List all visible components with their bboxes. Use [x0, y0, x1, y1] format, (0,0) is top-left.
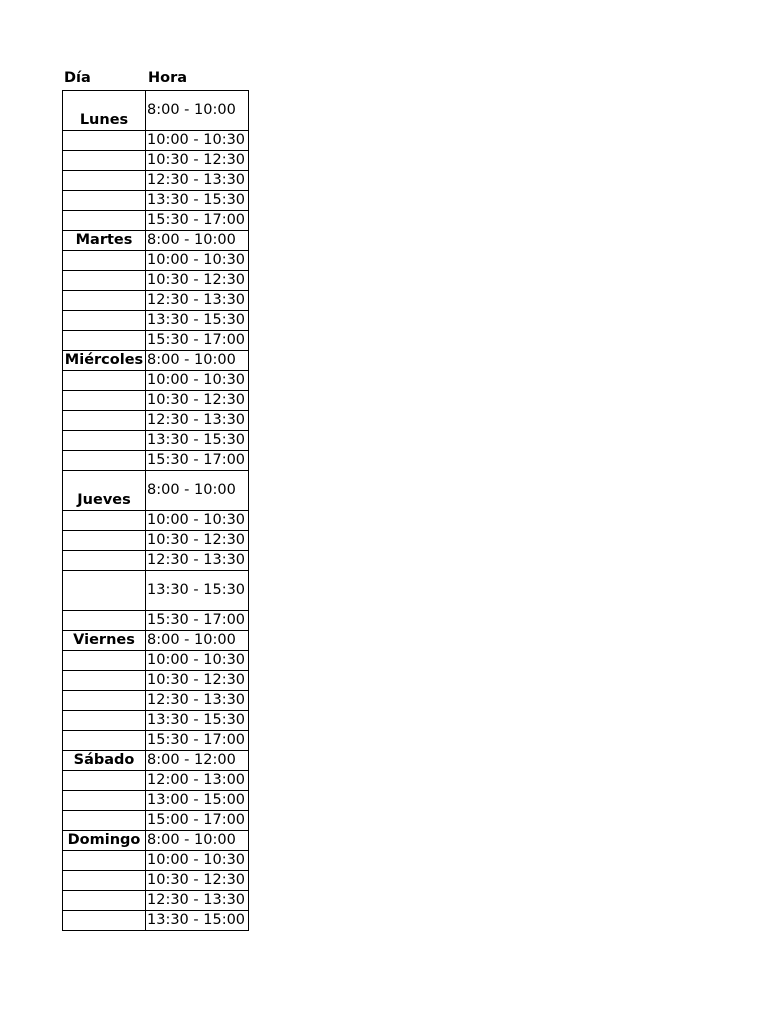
- day-cell: Domingo: [63, 831, 146, 851]
- hour-cell: 13:30 - 15:30: [146, 711, 249, 731]
- table-row: [63, 871, 249, 891]
- table-row: [63, 331, 249, 351]
- table-row: [63, 671, 249, 691]
- empty-day-cell: [63, 211, 146, 231]
- schedule-sheet: [62, 69, 262, 943]
- table-row: [63, 391, 249, 411]
- table-row: [63, 271, 249, 291]
- hour-cell: 13:30 - 15:30: [146, 431, 249, 451]
- hour-cell: 15:30 - 17:00: [146, 611, 249, 631]
- hour-cell: 10:30 - 12:30: [146, 391, 249, 411]
- table-row: [63, 171, 249, 191]
- table-row: [63, 891, 249, 911]
- table-row: [63, 151, 249, 171]
- hour-cell: 15:30 - 17:00: [146, 331, 249, 351]
- empty-day-cell: [63, 331, 146, 351]
- empty-day-cell: [63, 291, 146, 311]
- day-cell: Lunes: [63, 91, 146, 131]
- empty-day-cell: [63, 511, 146, 531]
- table-row: [63, 291, 249, 311]
- table-row: [63, 351, 249, 371]
- empty-day-cell: [63, 871, 146, 891]
- table-row: [63, 231, 249, 251]
- day-cell: Martes: [63, 231, 146, 251]
- empty-day-cell: [63, 151, 146, 171]
- empty-day-cell: [63, 891, 146, 911]
- empty-day-cell: [63, 531, 146, 551]
- schedule-table: [62, 90, 249, 931]
- table-row: [63, 191, 249, 211]
- header-row: [62, 69, 262, 90]
- empty-day-cell: [63, 571, 146, 611]
- table-row: [63, 771, 249, 791]
- hour-cell: 12:30 - 13:30: [146, 411, 249, 431]
- empty-day-cell: [63, 191, 146, 211]
- empty-day-cell: [63, 131, 146, 151]
- empty-day-cell: [63, 431, 146, 451]
- empty-day-cell: [63, 271, 146, 291]
- schedule-body: [63, 91, 249, 931]
- hour-cell: 8:00 - 10:00: [146, 231, 249, 251]
- table-row: [63, 451, 249, 471]
- table-row: [63, 831, 249, 851]
- hour-cell: 8:00 - 10:00: [146, 631, 249, 651]
- empty-day-cell: [63, 771, 146, 791]
- empty-day-cell: [63, 811, 146, 831]
- table-row: [63, 131, 249, 151]
- empty-day-cell: [63, 551, 146, 571]
- hour-cell: 12:30 - 13:30: [146, 551, 249, 571]
- table-row: [63, 371, 249, 391]
- hour-cell: 12:30 - 13:30: [146, 291, 249, 311]
- empty-day-cell: [63, 691, 146, 711]
- hour-cell: 15:30 - 17:00: [146, 451, 249, 471]
- hour-cell: 10:30 - 12:30: [146, 871, 249, 891]
- hour-cell: 10:30 - 12:30: [146, 151, 249, 171]
- empty-day-cell: [63, 731, 146, 751]
- empty-day-cell: [63, 171, 146, 191]
- table-row: [63, 91, 249, 131]
- empty-day-cell: [63, 711, 146, 731]
- empty-day-cell: [63, 851, 146, 871]
- table-row: [63, 611, 249, 631]
- header-day: Día: [64, 70, 91, 86]
- empty-day-cell: [63, 911, 146, 931]
- hour-cell: 12:30 - 13:30: [146, 171, 249, 191]
- hour-cell: 8:00 - 10:00: [146, 831, 249, 851]
- table-row: [63, 731, 249, 751]
- table-row: [63, 911, 249, 931]
- hour-cell: 8:00 - 12:00: [146, 751, 249, 771]
- header-hour: Hora: [148, 70, 188, 86]
- hour-cell: 10:00 - 10:30: [146, 371, 249, 391]
- table-row: [63, 811, 249, 831]
- table-row: [63, 251, 249, 271]
- empty-day-cell: [63, 311, 146, 331]
- hour-cell: 13:30 - 15:00: [146, 911, 249, 931]
- hour-cell: 12:00 - 13:00: [146, 771, 249, 791]
- table-row: [63, 651, 249, 671]
- empty-day-cell: [63, 391, 146, 411]
- hour-cell: 13:30 - 15:30: [146, 311, 249, 331]
- hour-cell: 15:30 - 17:00: [146, 731, 249, 751]
- table-row: [63, 471, 249, 511]
- hour-cell: 10:30 - 12:30: [146, 671, 249, 691]
- table-row: [63, 431, 249, 451]
- hour-cell: 10:00 - 10:30: [146, 851, 249, 871]
- empty-day-cell: [63, 251, 146, 271]
- table-row: [63, 571, 249, 611]
- empty-day-cell: [63, 611, 146, 631]
- day-cell: Miércoles: [63, 351, 146, 371]
- hour-cell: 13:30 - 15:30: [146, 571, 249, 611]
- empty-day-cell: [63, 371, 146, 391]
- table-row: [63, 691, 249, 711]
- hour-cell: 13:30 - 15:30: [146, 191, 249, 211]
- table-row: [63, 711, 249, 731]
- hour-cell: 8:00 - 10:00: [146, 351, 249, 371]
- empty-day-cell: [63, 651, 146, 671]
- day-cell: Sábado: [63, 751, 146, 771]
- hour-cell: 8:00 - 10:00: [146, 91, 249, 131]
- table-row: [63, 411, 249, 431]
- table-row: [63, 851, 249, 871]
- table-row: [63, 531, 249, 551]
- hour-cell: 10:00 - 10:30: [146, 511, 249, 531]
- day-cell: Viernes: [63, 631, 146, 651]
- empty-day-cell: [63, 671, 146, 691]
- hour-cell: 10:00 - 10:30: [146, 131, 249, 151]
- hour-cell: 13:00 - 15:00: [146, 791, 249, 811]
- hour-cell: 8:00 - 10:00: [146, 471, 249, 511]
- empty-day-cell: [63, 791, 146, 811]
- table-row: [63, 751, 249, 771]
- hour-cell: 10:00 - 10:30: [146, 651, 249, 671]
- hour-cell: 10:00 - 10:30: [146, 251, 249, 271]
- hour-cell: 12:30 - 13:30: [146, 691, 249, 711]
- hour-cell: 15:00 - 17:00: [146, 811, 249, 831]
- hour-cell: 10:30 - 12:30: [146, 531, 249, 551]
- table-row: [63, 211, 249, 231]
- table-row: [63, 791, 249, 811]
- table-row: [63, 551, 249, 571]
- empty-day-cell: [63, 451, 146, 471]
- hour-cell: 10:30 - 12:30: [146, 271, 249, 291]
- empty-day-cell: [63, 411, 146, 431]
- table-row: [63, 511, 249, 531]
- table-row: [63, 311, 249, 331]
- hour-cell: 12:30 - 13:30: [146, 891, 249, 911]
- hour-cell: 15:30 - 17:00: [146, 211, 249, 231]
- day-cell: Jueves: [63, 471, 146, 511]
- table-row: [63, 631, 249, 651]
